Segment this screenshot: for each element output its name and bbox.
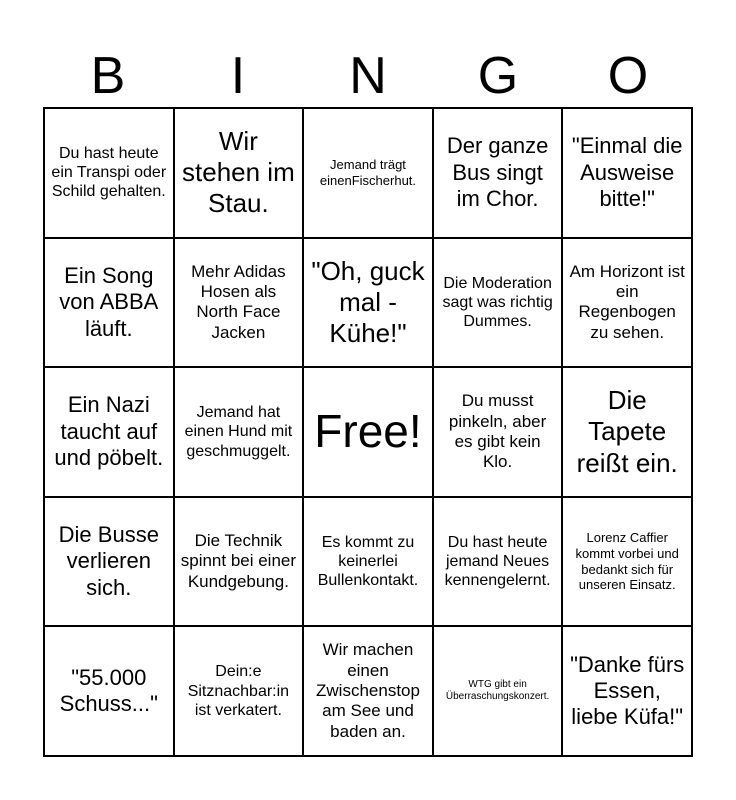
bingo-cell: "Einmal die Ausweise bitte!" <box>562 108 692 238</box>
bingo-cell: Wir machen einen Zwischenstop am See und baden an. <box>303 626 433 756</box>
header-letter-o: O <box>607 47 649 105</box>
bingo-cell: Es kommt zu keinerlei Bullenkontakt. <box>303 497 433 627</box>
bingo-cell: "55.000 Schuss..." <box>44 626 174 756</box>
header-letter-g: G <box>477 47 519 105</box>
free-space-cell: Free! <box>303 367 433 497</box>
bingo-cell: Die Busse verlieren sich. <box>44 497 174 627</box>
bingo-cell: WTG gibt ein Überraschungskonzert. <box>433 626 563 756</box>
header-letter-i: I <box>230 47 246 105</box>
bingo-cell: Dein:e Sitznachbar:in ist verkatert. <box>174 626 304 756</box>
bingo-cell: Du hast heute jemand Neues kennengelernt. <box>433 497 563 627</box>
header-letter-b: B <box>90 47 126 105</box>
bingo-cell: "Oh, guck mal - Kühe!" <box>303 238 433 368</box>
bingo-cell: Du hast heute ein Transpi oder Schild gehalten. <box>44 108 174 238</box>
bingo-cell: "Danke fürs Essen, liebe Küfa!" <box>562 626 692 756</box>
bingo-cell: Lorenz Caffier kommt vorbei und bedankt sich für unseren Einsatz. <box>562 497 692 627</box>
bingo-cell: Du musst pinkeln, aber es gibt kein Klo. <box>433 367 563 497</box>
bingo-cell: Jemand trägt einenFischerhut. <box>303 108 433 238</box>
bingo-cell: Die Tapete reißt ein. <box>562 367 692 497</box>
bingo-grid <box>43 107 693 757</box>
bingo-cell: Ein Song von ABBA läuft. <box>44 238 174 368</box>
bingo-cell: Jemand hat einen Hund mit geschmuggelt. <box>174 367 304 497</box>
bingo-cell: Mehr Adidas Hosen als North Face Jacken <box>174 238 304 368</box>
bingo-cell: Ein Nazi taucht auf und pöbelt. <box>44 367 174 497</box>
bingo-cell: Der ganze Bus singt im Chor. <box>433 108 563 238</box>
bingo-header <box>43 44 693 108</box>
header-letter-n: N <box>349 47 387 105</box>
bingo-cell: Am Horizont ist ein Regenbogen zu sehen. <box>562 238 692 368</box>
bingo-cell: Die Technik spinnt bei einer Kundgebung. <box>174 497 304 627</box>
bingo-cell: Wir stehen im Stau. <box>174 108 304 238</box>
bingo-cell: Die Moderation sagt was richtig Dummes. <box>433 238 563 368</box>
